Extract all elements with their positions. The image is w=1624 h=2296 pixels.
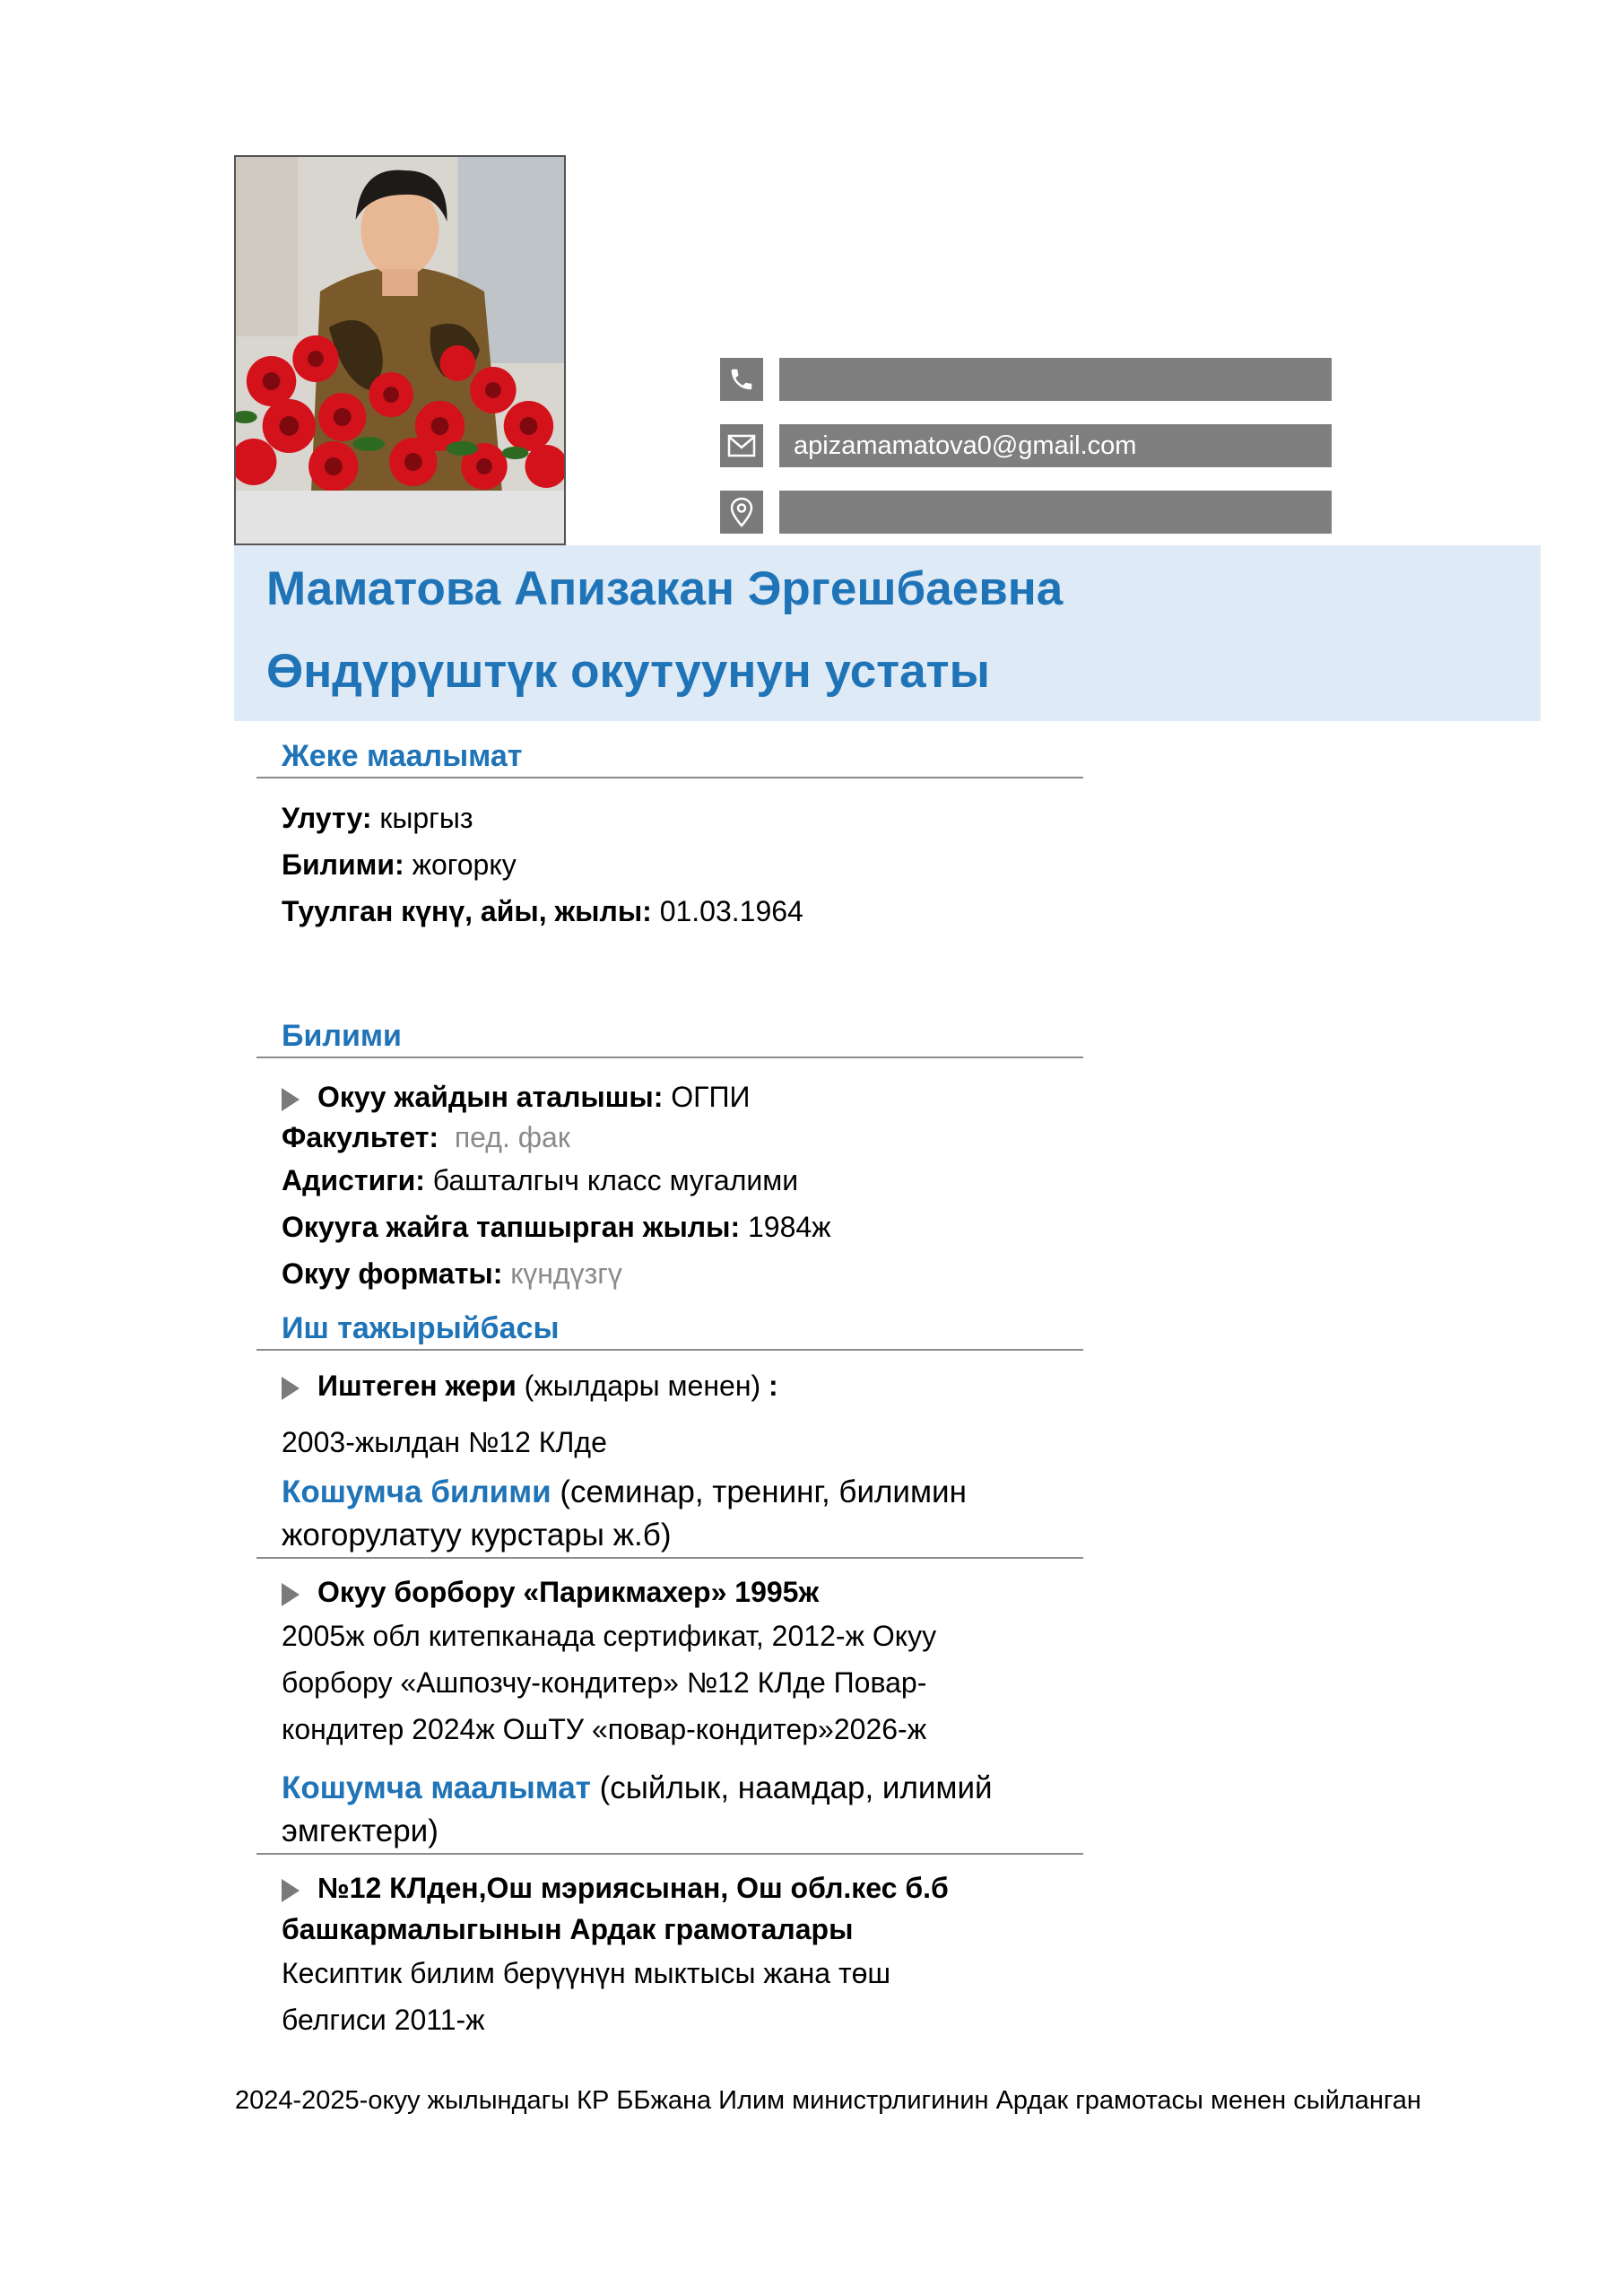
nationality-value: кыргыз bbox=[379, 802, 473, 834]
person-name: Маматова Апизакан Эргешбаевна bbox=[266, 562, 1064, 615]
additional-education-heading bbox=[282, 1471, 1081, 1514]
workplace-note: (жылдары менен) bbox=[524, 1370, 761, 1402]
workplace-line bbox=[282, 1365, 1081, 1406]
triangle-bullet-icon bbox=[282, 1583, 300, 1606]
portrait-image bbox=[236, 157, 564, 491]
additional-info-text-1: Кесиптик билим берүүнүн мыктысы жана төш bbox=[282, 1957, 891, 1989]
job-title: Өндүрүштүк окутуунун устаты bbox=[266, 645, 990, 698]
study-format-value: күндүзгү bbox=[510, 1257, 622, 1290]
entry-year-label: Окууга жайга тапшырган жылы: bbox=[282, 1211, 741, 1243]
additional-info-text-2: белгиси 2011-ж bbox=[282, 2004, 485, 2036]
birth-date-line bbox=[282, 888, 1081, 935]
triangle-bullet-icon bbox=[282, 1088, 300, 1111]
institution-line bbox=[282, 1076, 1081, 1118]
institution-value: ОГПИ bbox=[671, 1081, 751, 1113]
nationality-label: Улуту: bbox=[282, 802, 372, 834]
additional-education-note-1: (семинар, тренинг, билимин bbox=[560, 1474, 967, 1509]
workplace-label: Иштеген жери bbox=[317, 1370, 517, 1402]
additional-info-note-1: (сыйлык, наамдар, илимий bbox=[599, 1770, 993, 1805]
additional-info-item-title-1: №12 КЛден,Ош мэриясынан, Ош обл.кес б.б bbox=[317, 1872, 949, 1904]
birth-date-label: Туулган күнү, айы, жылы: bbox=[282, 895, 652, 927]
entry-year-line bbox=[282, 1204, 1081, 1250]
header-band bbox=[234, 545, 1541, 721]
additional-education-item-title: Окуу борбору «Парикмахер» 1995ж bbox=[317, 1576, 820, 1608]
additional-info-item-title-line-1 bbox=[282, 1867, 1081, 1909]
nationality-line bbox=[282, 795, 1081, 841]
faculty-line bbox=[282, 1118, 1081, 1157]
award-footer-line: 2024-2025-окуу жылындагы КР ББжана Илим министрлигинин Ардак грамотасы менен сыйланган bbox=[235, 2086, 1421, 2115]
additional-education-text-3: кондитер 2024ж ОшТУ «повар-кондитер»2026-ж bbox=[282, 1713, 927, 1745]
workplace-value: 2003-жылдан №12 КЛде bbox=[282, 1426, 607, 1458]
faculty-value: пед. фак bbox=[454, 1121, 570, 1153]
study-format-label: Окуу форматы: bbox=[282, 1257, 503, 1290]
experience-section-title: Иш тажырыйбасы bbox=[282, 1311, 560, 1345]
specialty-line bbox=[282, 1157, 1081, 1204]
envelope-icon bbox=[720, 424, 763, 467]
phone-icon bbox=[720, 358, 763, 401]
additional-education-text-1: 2005ж обл китепканада сертификат, 2012-ж Окуу bbox=[282, 1620, 937, 1652]
location-pin-icon bbox=[720, 491, 763, 534]
study-format-line bbox=[282, 1250, 1081, 1297]
institution-label: Окуу жайдын аталышы: bbox=[317, 1081, 664, 1113]
additional-education-item-title-line bbox=[282, 1571, 1081, 1613]
education-level-line bbox=[282, 841, 1081, 888]
profile-photo bbox=[234, 155, 566, 545]
education-section-title: Билими bbox=[282, 1019, 402, 1053]
additional-education-title: Кошумча билими bbox=[282, 1474, 551, 1509]
faculty-label: Факультет: bbox=[282, 1121, 439, 1153]
personal-section-title: Жеке маалымат bbox=[282, 739, 523, 773]
specialty-label: Адистиги: bbox=[282, 1164, 425, 1196]
additional-info-note-2: эмгектери) bbox=[282, 1813, 439, 1848]
additional-info-title: Кошумча маалымат bbox=[282, 1770, 591, 1805]
entry-year-value: 1984ж bbox=[747, 1211, 831, 1243]
phone-value bbox=[779, 358, 1332, 401]
address-value bbox=[779, 491, 1332, 534]
specialty-value: башталгыч класс мугалими bbox=[432, 1164, 799, 1196]
additional-education-text-2: борбору «Ашпозчу-кондитер» №12 КЛде Повар- bbox=[282, 1666, 927, 1699]
additional-education-note-2: жогорулатуу курстары ж.б) bbox=[282, 1518, 672, 1552]
email-value[interactable]: apizamamatova0@gmail.com bbox=[779, 424, 1332, 467]
triangle-bullet-icon bbox=[282, 1879, 300, 1902]
birth-date-value: 01.03.1964 bbox=[659, 895, 803, 927]
education-level-label: Билими: bbox=[282, 848, 404, 881]
workplace-colon: : bbox=[769, 1370, 778, 1402]
additional-info-heading bbox=[282, 1767, 1081, 1810]
additional-info-item-title-2: башкармалыгынын Ардак грамоталары bbox=[282, 1913, 854, 1945]
education-level-value: жогорку bbox=[412, 848, 517, 881]
triangle-bullet-icon bbox=[282, 1377, 300, 1400]
resume-content bbox=[282, 735, 1081, 2043]
